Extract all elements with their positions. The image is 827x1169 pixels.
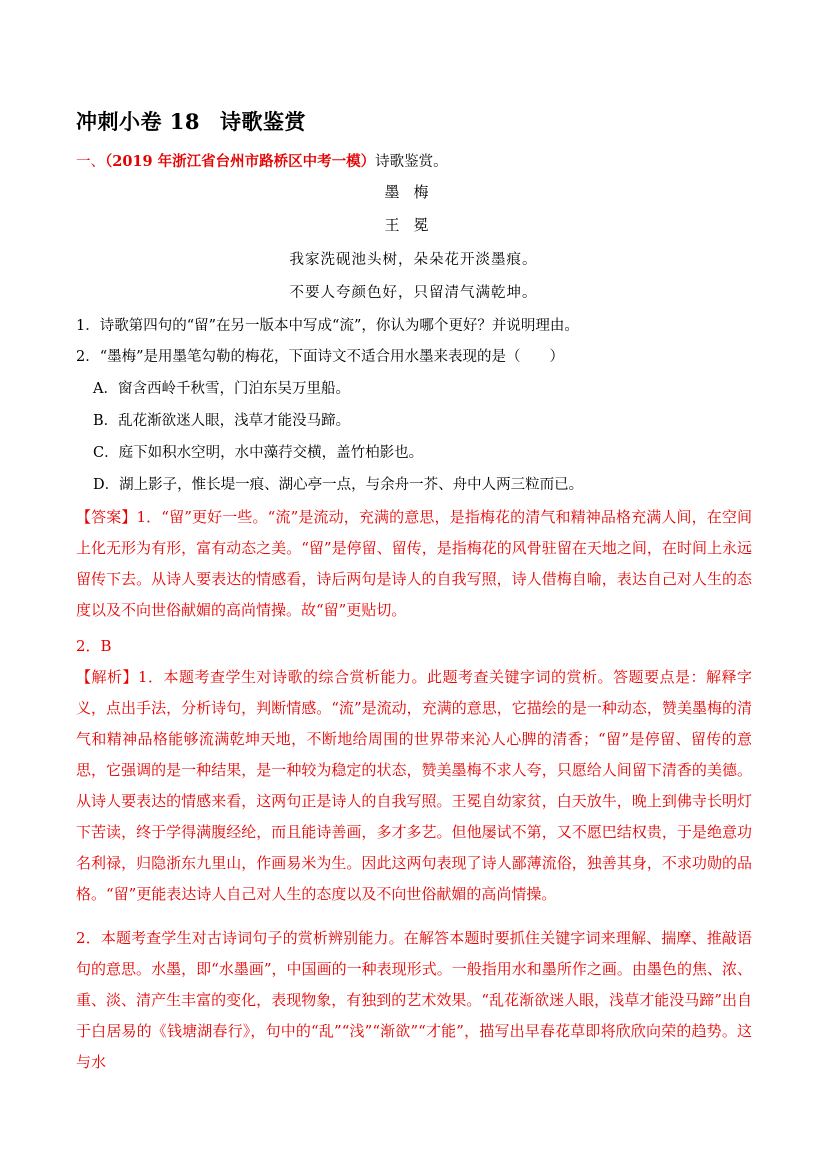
source-open: （ <box>105 153 113 170</box>
source-close: ） <box>360 153 376 170</box>
question-number: 一、 <box>76 154 105 170</box>
page-title-main: 冲刺小卷 18 <box>76 109 201 134</box>
question-type: 诗歌鉴赏。 <box>375 154 448 170</box>
analysis-paragraph-1 <box>76 662 752 910</box>
page-title <box>76 106 306 136</box>
option-c: C．庭下如积水空明，水中藻荇交横，盖竹柏影也。 <box>93 445 424 461</box>
analysis-label: 【解析】 <box>76 668 138 686</box>
poem-line: 不要人夸颜色好，只留清气满乾坤。 <box>289 285 538 301</box>
analysis-paragraph-2: 2．本题考查学生对古诗词句子的赏析辨别能力。在解答本题时要抓住关键字词来理解、揣摩、推敲语句的意思。水墨，即“水墨画”，中国画的一种表现形式。一般指用水和墨所作之画。由墨色的焦、浓、重、淡、清产生丰富的变化，表现物象，有独到的艺术效果。“乱花渐欲迷人眼，浅草才能没马蹄”出自于白居易的《钱塘湖春行》，句中的“乱”“浅”“渐欲”“才能”，描写出早春花草即将欣欣向荣的趋势。这与水 <box>76 929 752 1071</box>
question-item: 2．“墨梅”是用墨笔勾勒的梅花，下面诗文不适合用水墨来表现的是（ ） <box>76 349 565 365</box>
answer-label: 【答案】 <box>76 508 137 526</box>
option-a: A．窗含西岭千秋雪，门泊东吴万里船。 <box>93 381 350 397</box>
analysis-text-1: 1．本题考查学生对诗歌的综合赏析能力。此题考查关键字词的赏析。答题要点是：解释字义，点出手法，分析诗句，判断情感。“流”是流动，充满的意思，它描绘的是一种动态，赞美墨梅的清气和精神品格能够流满乾坤天地，不断地给周围的世界带来沁人心脾的清香；“留”是停留、留传的意思，它强调的是一种结果，是一种较为稳定的状态，赞美墨梅不求人夸，只愿给人间留下清香的美德。从诗人要表达的情感来看，这两句正是诗人的自我写照。王冕自幼家贫，白天放牛，晚上到佛寺长明灯下苦读，终于学得满腹经纶，而且能诗善画，多才多艺。但他屡试不第，又不愿巴结权贵，于是绝意功名利禄，归隐浙东九里山，作画易米为生。因此这两句表现了诗人鄙薄流俗，独善其身，不求功勋的品格。“留”更能表达诗人自己对人生的态度以及不向世俗献媚的高尚情操。 <box>76 668 752 903</box>
poem-title: 墨梅 <box>384 183 443 201</box>
option-b: B．乱花渐欲迷人眼，浅草才能没马蹄。 <box>93 413 351 429</box>
question-item: 1．诗歌第四句的“留”在另一版本中写成“流”，你认为哪个更好？并说明理由。 <box>76 318 579 334</box>
answer-paragraph <box>76 502 752 626</box>
page-title-sub: 诗歌鉴赏 <box>220 109 307 134</box>
poem-author: 王冕 <box>384 216 443 234</box>
answer-text: 1．“留”更好一些。“流”是流动，充满的意思，是指梅花的清气和精神品格充满人间，在空间上化无形为有形，富有动态之美。“留”是停留、留传，是指梅花的风骨驻留在天地之间，在时间上永远留传下去。从诗人要表达的情感看，诗后两句是诗人的自我写照，诗人借梅自喻，表达自己对人生的态度以及不向世俗献媚的高尚情操。故“留”更贴切。 <box>76 508 752 619</box>
answer-item-2: 2．B <box>76 637 112 655</box>
poem-line: 我家洗砚池头树，朵朵花开淡墨痕。 <box>289 252 538 268</box>
option-d: D．湖上影子，惟长堤一痕、湖心亭一点，与余舟一芥、舟中人两三粒而已。 <box>93 477 584 493</box>
question-source: 2019 年浙江省台州市路桥区中考一模 <box>112 153 361 170</box>
question-header <box>76 150 448 171</box>
